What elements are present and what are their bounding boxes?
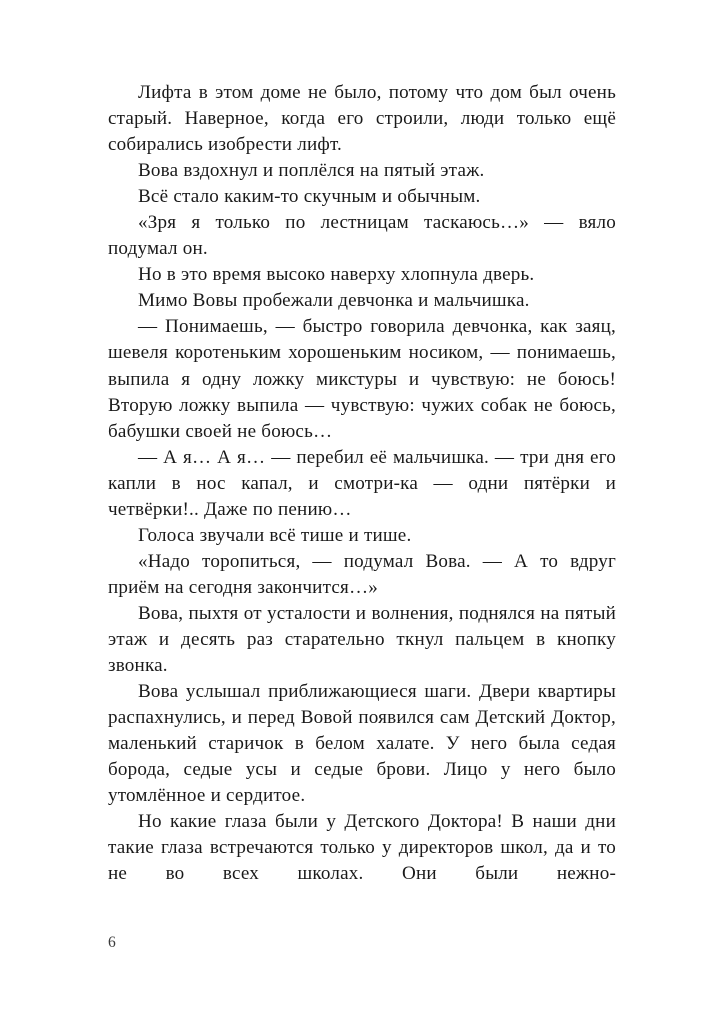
paragraph: Всё стало каким-то скучным и обычным. — [138, 186, 481, 208]
paragraph: Вова вздохнул и поплёлся на пятый этаж. — [138, 160, 485, 182]
paragraph: «Надо торопиться, — подумал Вова. — А то вдруг приём на сегодня закончится…» — [108, 550, 616, 598]
paragraph: Вова, пыхтя от усталости и волнения, поднялся на пятый этаж и десять раз старательно ткнул пальцем в кнопку звонка. — [108, 602, 616, 677]
paragraph: Лифта в этом доме не было, потому что дом был очень старый. Наверное, когда его строили, люди только ещё собирались изобрести лифт. — [108, 82, 616, 156]
paragraph: Но какие глаза были у Детского Доктора! В наши дни такие глаза встречаются только у директоров школ, да и то не во всех школах. Они были нежно- — [108, 811, 616, 885]
paragraph: Мимо Вовы пробежали девчонка и мальчишка. — [138, 290, 530, 312]
body-text-block — [108, 80, 616, 887]
paragraph: Голоса звучали всё тише и тише. — [138, 524, 412, 546]
paragraph: — Понимаешь, — быстро говорила девчонка, как заяц, шевеля коротеньким хорошеньким носиком, — понимаешь, выпила я одну ложку микстуры и чувствую: не боюсь! Вторую ложку выпила — чувствую: чужих собак не боюсь, бабушки своей не боюсь… — [108, 316, 616, 442]
paragraph: — А я… А я… — перебил её мальчишка. — три дня его капли в нос капал, и смотри-ка — одни пятёрки и четвёрки!.. Даже по пению… — [108, 446, 616, 520]
paragraph: Вова услышал приближающиеся шаги. Двери квартиры распахнулись, и перед Вовой появился сам Детский Доктор, маленький старичок в белом халате. У него была седая борода, седые усы и седые брови. Лицо у него было утомлённое и сердитое. — [108, 681, 616, 807]
page-number: 6 — [108, 934, 116, 951]
paragraph: Но в это время высоко наверху хлопнула дверь. — [138, 264, 535, 286]
paragraph: «Зря я только по лестницам таскаюсь…» — вяло подумал он. — [108, 212, 616, 260]
